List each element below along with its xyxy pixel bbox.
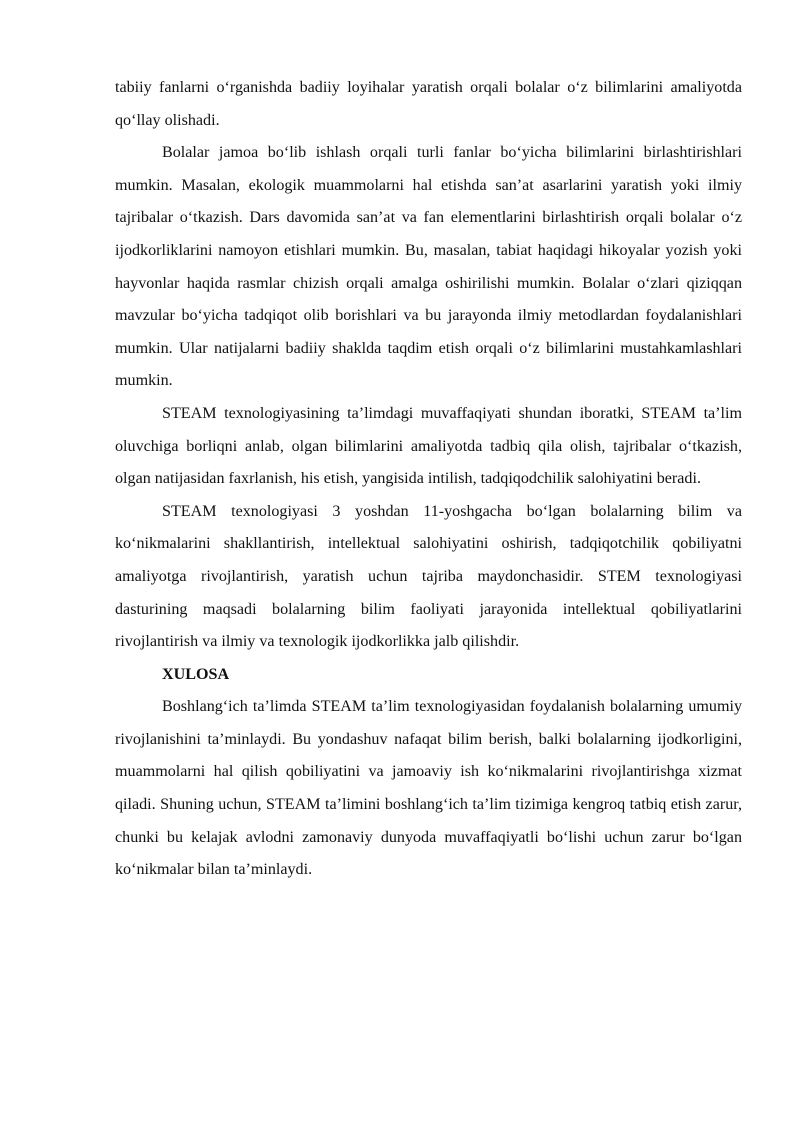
conclusion-paragraph: Boshlang‘ich ta’limda STEAM ta’lim texnologiyasidan foydalanish bolalarning umumiy rivojlanishini ta’minlaydi. Bu yondashuv nafaqat bilim berish, balki bolalarning ijodkorligini, muammolarni hal qilish qobiliyatini va jamoaviy ish ko‘nikmalarini rivojlantirishga xizmat qiladi. Shuning uchun, STEAM ta’limini boshlang‘ich ta’lim tizimiga kengroq tatbiq etish zarur, chunki bu kelajak avlodni zamonaviy dunyoda muvaffaqiyatli bo‘lishi uchun zarur bo‘lgan ko‘nikmalar bilan ta’minlaydi.: [115, 698, 742, 879]
paragraph-steam-age-range: STEAM texnologiyasi 3 yoshdan 11-yoshgacha bo‘lgan bolalarning bilim va ko‘nikmalarini shakllantirish, intellektual salohiyatini oshirish, tadqiqotchilik qobiliyatni amaliyotga rivojlantirish, yaratish uchun tajriba maydonchasidir. STEM texnologiyasi dasturining maqsadi bolalarning bilim faoliyati jarayonida intellektual qobiliyatlarini rivojlantirish va ilmiy va texnologik ijodkorlikka jalb qilishdir.: [115, 502, 742, 651]
paragraph-steam-success: STEAM texnologiyasining ta’limdagi muvaffaqiyati shundan iboratki, STEAM ta’lim oluvchiga borliqni anlab, olgan bilimlarini amaliyotda tadbiq qila olish, tajribalar o‘tkazish, olgan natijasidan faxrlanish, his etish, yangisida intilish, tadqiqodchilik salohiyatini beradi.: [115, 404, 742, 488]
paragraph-teamwork: Bolalar jamoa bo‘lib ishlash orqali turli fanlar bo‘yicha bilimlarini birlashtirishlari mumkin. Masalan, ekologik muammolarni hal etishda san’at asarlarini yaratish yoki ilmiy tajribalar o‘tkazish. Dars davomida san’at va fan elementlarini birlashtirish orqali bolalar o‘z ijodkorliklarini namoyon etishlari mumkin. Bu, masalan, tabiat haqidagi hikoyalar yozish yoki hayvonlar haqida rasmlar chizish orqali amalga oshirilishi mumkin. Bolalar o‘zlari qiziqqan mavzular bo‘yicha tadqiqot olib borishlari va bu jarayonda ilmiy metodlardan foydalanishlari mumkin. Ular natijalarni badiiy shaklda taqdim etish orqali o‘z bilimlarini mustahkamlashlari mumkin.: [115, 144, 742, 390]
document-page: [115, 72, 742, 887]
conclusion-heading: XULOSA: [162, 665, 230, 683]
continued-paragraph: tabiiy fanlarni o‘rganishda badiiy loyihalar yaratish orqali bolalar o‘z bilimlarini amaliyotda qo‘llay olishadi.: [115, 79, 742, 129]
